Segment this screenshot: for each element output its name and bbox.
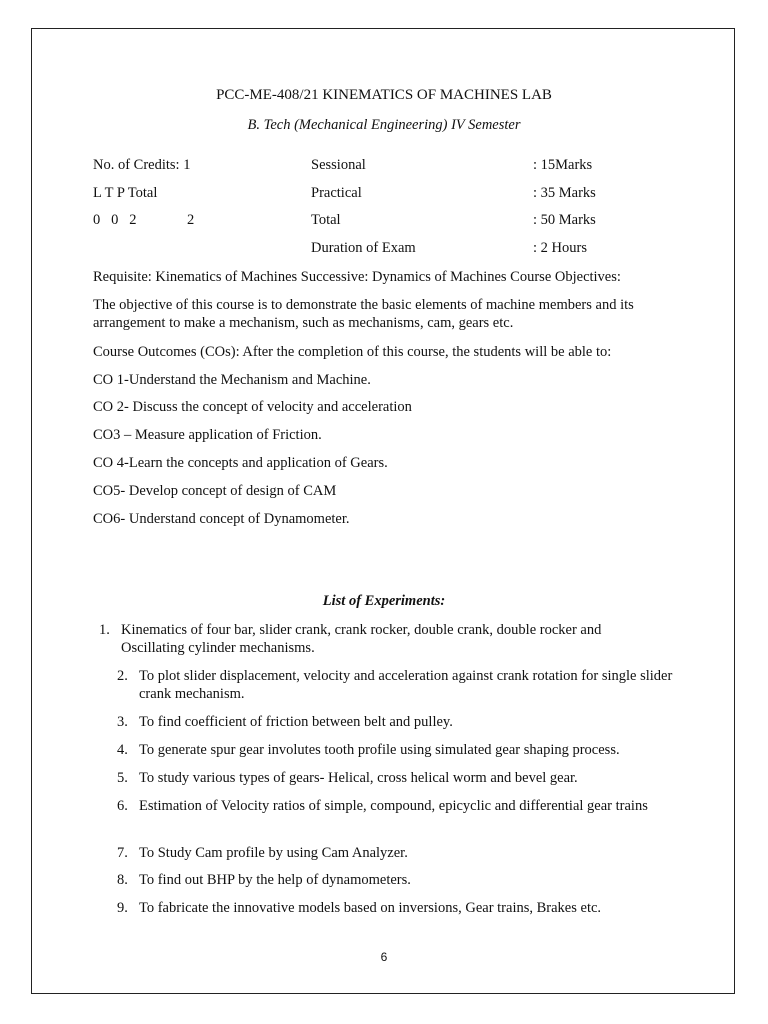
outcome-item: CO 2- Discuss the concept of velocity and acceleration <box>93 399 412 415</box>
ltp-label: L T P Total <box>93 185 158 201</box>
ltp-values: 0 0 2 <box>93 212 137 228</box>
experiment-text: To fabricate the innovative models based on inversions, Gear trains, Brakes etc. <box>139 900 602 916</box>
experiment-number: 2. <box>117 668 128 684</box>
experiment-number: 3. <box>117 714 128 730</box>
experiments-heading: List of Experiments: <box>322 593 446 609</box>
course-subtitle: B. Tech (Mechanical Engineering) IV Semester <box>247 117 521 133</box>
outcome-item: CO6- Understand concept of Dynamometer. <box>93 511 350 527</box>
experiment-number: 6. <box>117 798 128 814</box>
outcome-item: CO3 – Measure application of Friction. <box>93 427 322 443</box>
page-number: 6 <box>380 950 388 964</box>
experiment-text: Estimation of Velocity ratios of simple, compound, epicyclic and differential gear trains <box>139 798 648 814</box>
duration-value: : 2 Hours <box>533 240 587 256</box>
experiment-number: 5. <box>117 770 128 786</box>
experiment-text: To Study Cam profile by using Cam Analyzer. <box>139 845 408 861</box>
sessional-marks: : 15Marks <box>533 157 593 173</box>
outcomes-intro: Course Outcomes (COs): After the completion of this course, the students will be able to: <box>93 344 612 360</box>
outcome-item: CO 4-Learn the concepts and application of Gears. <box>93 455 388 471</box>
experiment-item <box>117 667 679 703</box>
experiment-item <box>117 741 699 759</box>
credits-label: No. of Credits: 1 <box>93 157 191 173</box>
duration-label: Duration of Exam <box>311 240 416 256</box>
experiment-text: Kinematics of four bar, slider crank, crank rocker, double crank, double rocker and Oscillating cylinder mechanisms. <box>121 622 602 656</box>
outcome-item: CO5- Develop concept of design of CAM <box>93 483 337 499</box>
experiment-item <box>117 844 699 862</box>
experiment-item <box>117 871 699 889</box>
experiment-text: To study various types of gears- Helical, cross helical worm and bevel gear. <box>139 770 578 786</box>
experiment-item <box>117 797 661 815</box>
experiment-text: To plot slider displacement, velocity and acceleration against crank rotation for single slider crank mechanism. <box>139 668 673 702</box>
experiment-item <box>117 713 699 731</box>
experiment-text: To generate spur gear involutes tooth profile using simulated gear shaping process. <box>139 742 620 758</box>
course-title: PCC-ME-408/21 KINEMATICS OF MACHINES LAB <box>216 87 552 103</box>
experiment-number: 8. <box>117 872 128 888</box>
ltp-total-value: 2 <box>187 212 195 228</box>
sessional-label: Sessional <box>311 157 366 173</box>
experiment-number: 7. <box>117 845 128 861</box>
experiment-item <box>117 769 699 787</box>
total-label: Total <box>311 212 341 228</box>
experiment-item <box>117 899 709 917</box>
experiment-number: 4. <box>117 742 128 758</box>
practical-marks: : 35 Marks <box>533 185 596 201</box>
practical-label: Practical <box>311 185 362 201</box>
experiment-text: To find coefficient of friction between belt and pulley. <box>139 714 453 730</box>
outcome-item: CO 1-Understand the Mechanism and Machine. <box>93 372 371 388</box>
experiment-text: To find out BHP by the help of dynamometers. <box>139 872 411 888</box>
experiment-item <box>99 621 651 657</box>
experiment-number: 9. <box>117 900 128 916</box>
total-marks: : 50 Marks <box>533 212 596 228</box>
experiment-number: 1. <box>99 622 110 638</box>
requisite-text: Requisite: Kinematics of Machines Successive: Dynamics of Machines Course Objectives: <box>93 269 621 285</box>
objective-text: The objective of this course is to demonstrate the basic elements of machine members and its arrangement to make a mechanism, such as mechanisms, cam, gears etc. <box>93 297 634 331</box>
